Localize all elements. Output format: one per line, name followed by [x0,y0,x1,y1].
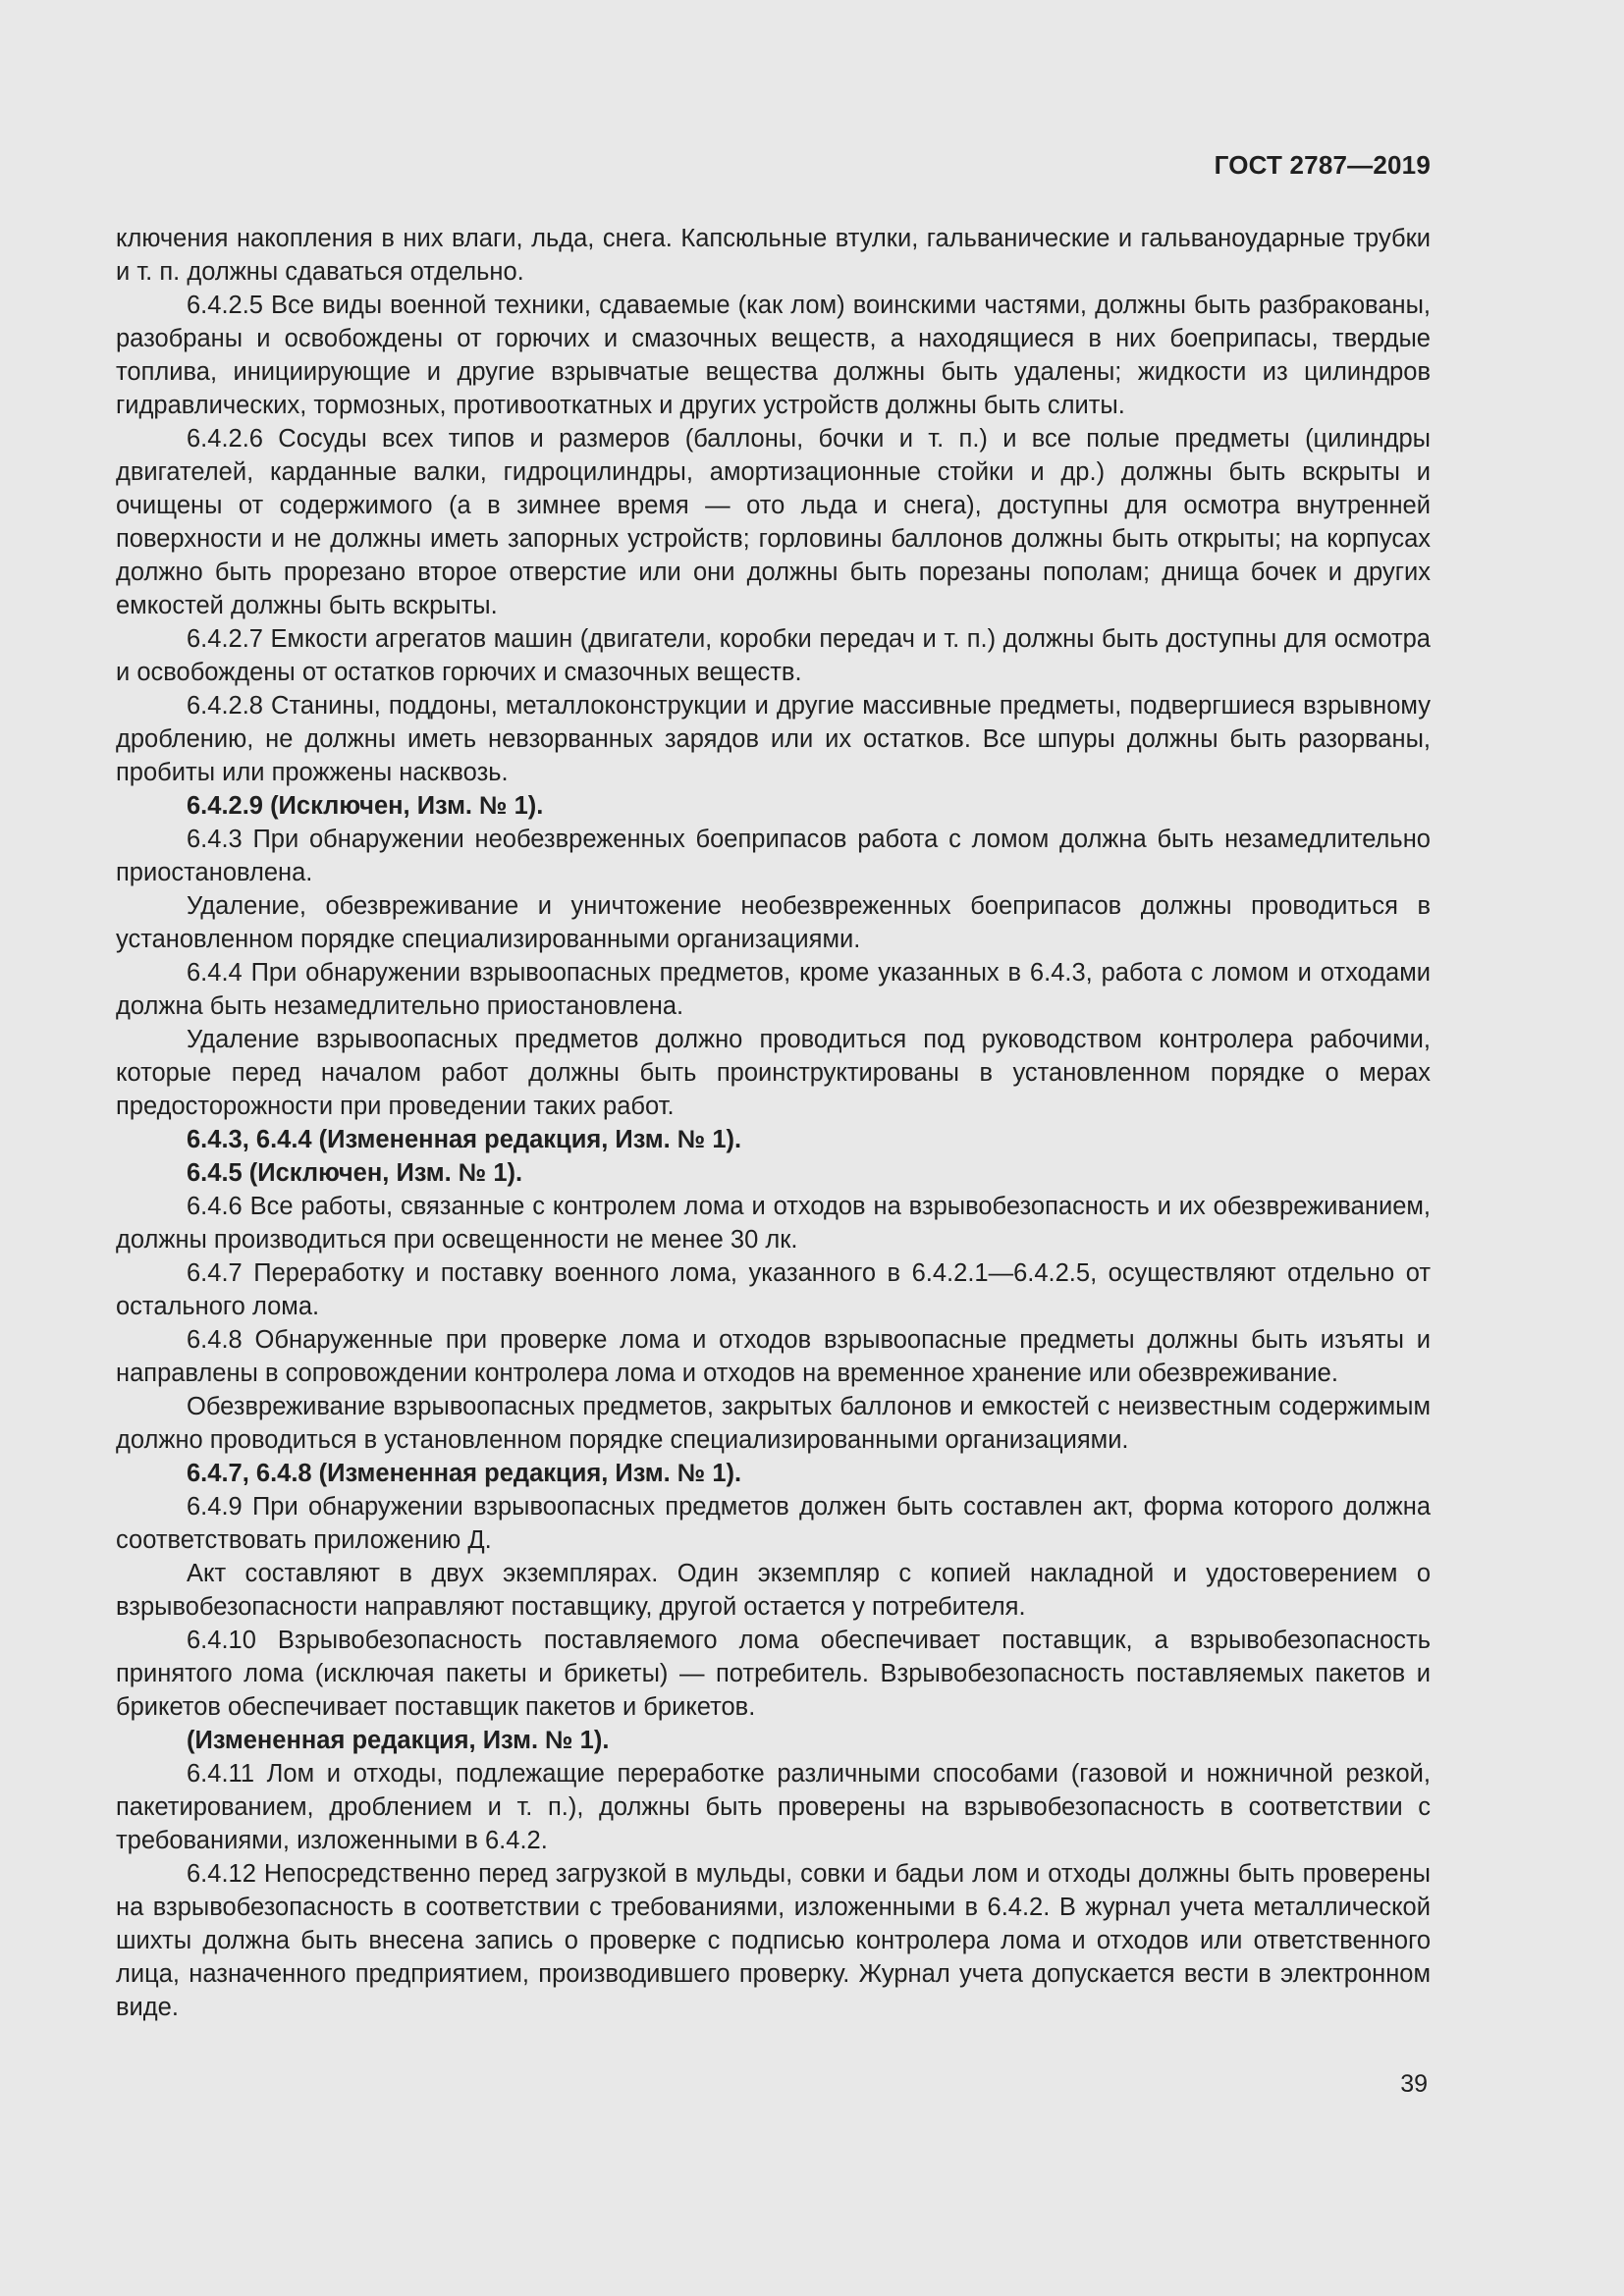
paragraph-6-4-7: 6.4.7 Переработку и поставку военного лома, указанного в 6.4.2.1—6.4.2.5, осуществляют отдельно от остального лома. [116,1259,1431,1320]
standard-header: ГОСТ 2787—2019 [1214,150,1431,180]
paragraph-6-4-6: 6.4.6 Все работы, связанные с контролем лома и отходов на взрывобезопасность и их обезвреживанием, должны производиться при освещенности не менее 30 лк. [116,1193,1431,1254]
paragraph-6-4-3-removal: Удаление, обезвреживание и уничтожение необезвреженных боеприпасов должны проводиться в установленном порядке специализированными организациями. [116,892,1431,953]
paragraph-6-4-9: 6.4.9 При обнаружении взрывоопасных предметов должен быть составлен акт, форма которого должна соответствовать приложению Д. [116,1493,1431,1554]
paragraph-6-4-4: 6.4.4 При обнаружении взрывоопасных предметов, кроме указанных в 6.4.3, работа с ломом и отходами должна быть незамедлительно приостановлена. [116,959,1431,1020]
paragraph-6-4-3: 6.4.3 При обнаружении необезвреженных боеприпасов работа с ломом должна быть незамедлительно приостановлена. [116,826,1431,886]
body-text [116,222,1431,2024]
paragraph-6-4-12: 6.4.12 Непосредственно перед загрузкой в мульды, совки и бадьи лом и отходы должны быть проверены на взрывобезопасность в соответствии с требованиями, изложенными в 6.4.2. В журнал учета металлической шихты должна быть внесена запись о проверке с подписью контролера лома и отходов или ответственного лица, назначенного предприятием, производившего проверку. Журнал учета допускается вести в электронном виде. [116,1860,1431,2021]
paragraph-6-4-8: 6.4.8 Обнаруженные при проверке лома и отходов взрывоопасные предметы должны быть изъяты и направлены в сопровождении контролера лома и отходов на временное хранение или обезвреживание. [116,1326,1431,1387]
paragraph-6-4-4-removal: Удаление взрывоопасных предметов должно проводиться под руководством контролера рабочими, которые перед началом работ должны быть проинструктированы в установленном порядке о мерах предосторожности при проведении таких работ. [116,1026,1431,1120]
amendment-note-6-4-3-6-4-4: 6.4.3, 6.4.4 (Измененная редакция, Изм. № 1). [187,1126,742,1153]
paragraph-6-4-5: 6.4.5 (Исключен, Изм. № 1). [187,1159,523,1187]
paragraph-6-4-8-neutralization: Обезвреживание взрывоопасных предметов, закрытых баллонов и емкостей с неизвестным содержимым должно проводиться в установленном порядке специализированными организациями. [116,1393,1431,1454]
paragraph-6-4-10: 6.4.10 Взрывобезопасность поставляемого лома обеспечивает поставщик, а взрывобезопасность принятого лома (исключая пакеты и брикеты) — потребитель. Взрывобезопасность поставляемых пакетов и брикетов обеспечивает поставщик пакетов и брикетов. [116,1627,1431,1721]
paragraph-6-4-2-9: 6.4.2.9 (Исключен, Изм. № 1). [187,792,544,820]
paragraph-6-4-2-7: 6.4.2.7 Емкости агрегатов машин (двигатели, коробки передач и т. п.) должны быть доступны для осмотра и освобождены от остатков горючих и смазочных веществ. [116,625,1431,686]
paragraph-6-4-11: 6.4.11 Лом и отходы, подлежащие переработке различными способами (газовой и ножничной резкой, пакетированием, дроблением и т. п.), должны быть проверены на взрывобезопасность в соответствии с требованиями, изложенными в 6.4.2. [116,1760,1431,1854]
paragraph-6-4-2-8: 6.4.2.8 Станины, поддоны, металлоконструкции и другие массивные предметы, подвергшиеся взрывному дроблению, не должны иметь невзорванных зарядов или их остатков. Все шпуры должны быть разорваны, пробиты или прожжены насквозь. [116,692,1431,786]
paragraph-6-4-2-6: 6.4.2.6 Сосуды всех типов и размеров (баллоны, бочки и т. п.) и все полые предметы (цилиндры двигателей, карданные валки, гидроцилиндры, амортизационные стойки и др.) должны быть вскрыты и очищены от содержимого (а в зимнее время — ото льда и снега), доступны для осмотра внутренней поверхности и не должны иметь запорных устройств; горловины баллонов должны быть открыты; на корпусах должно быть прорезано второе отверстие или они должны быть порезаны пополам; днища бочек и других емкостей должны быть вскрыты. [116,425,1431,619]
paragraph-6-4-9-act: Акт составляют в двух экземплярах. Один экземпляр с копией накладной и удостоверением о взрывобезопасности направляют поставщику, другой остается у потребителя. [116,1560,1431,1621]
amendment-note-6-4-7-6-4-8: 6.4.7, 6.4.8 (Измененная редакция, Изм. № 1). [187,1460,742,1487]
paragraph-continuation: ключения накопления в них влаги, льда, снега. Капсюльные втулки, гальванические и гальваноударные трубки и т. п. должны сдаваться отдельно. [116,225,1431,286]
page-number: 39 [1400,2070,1428,2098]
amendment-note-6-4-10: (Измененная редакция, Изм. № 1). [187,1727,610,1754]
paragraph-6-4-2-5: 6.4.2.5 Все виды военной техники, сдаваемые (как лом) воинскими частями, должны быть разбракованы, разобраны и освобождены от горючих и смазочных веществ, а находящиеся в них боеприпасы, твердые топлива, инициирующие и другие взрывчатые вещества должны быть удалены; жидкости из цилиндров гидравлических, тормозных, противооткатных и других устройств должны быть слиты. [116,292,1431,419]
